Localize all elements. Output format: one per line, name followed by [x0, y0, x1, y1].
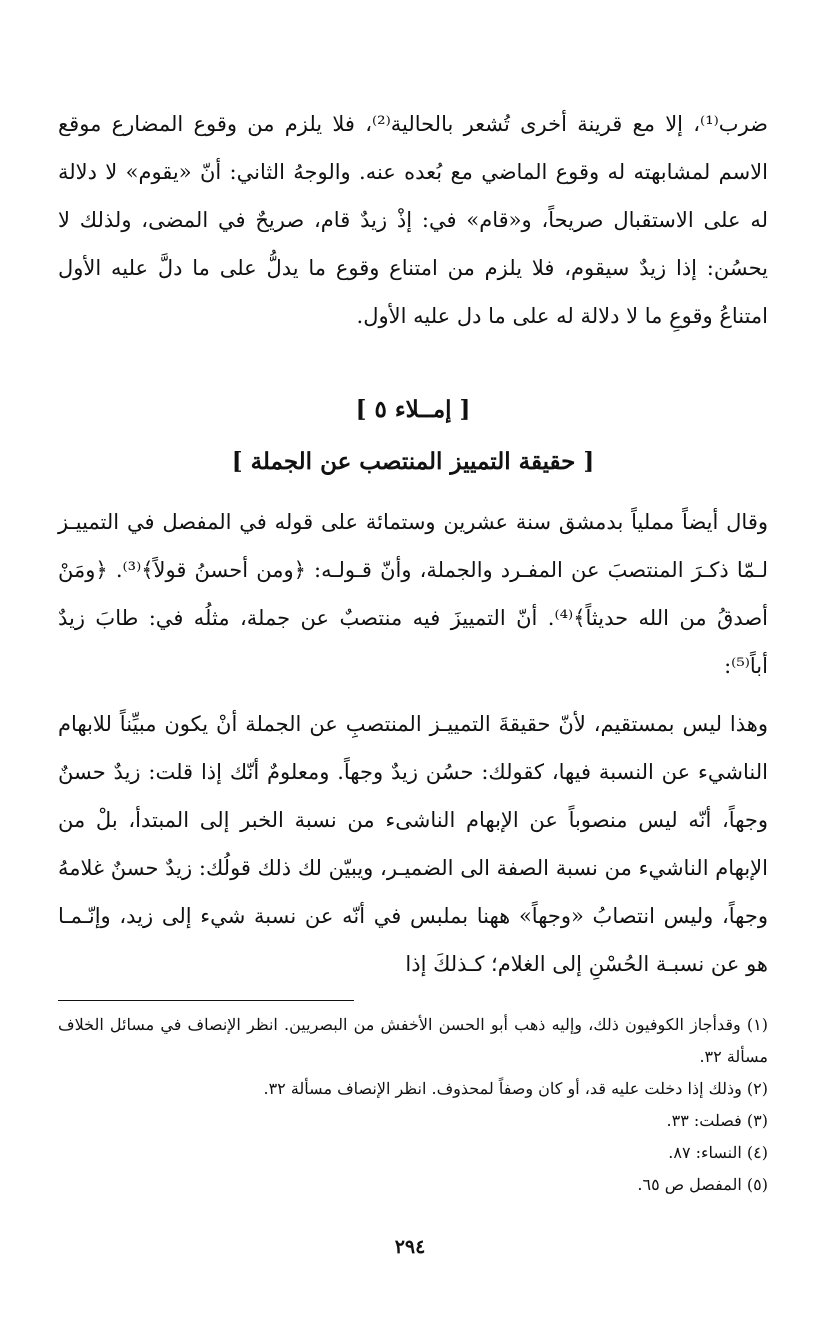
section-title: [ حقيقة التمييز المنتصب عن الجملة ] [231, 448, 595, 475]
imla-heading: [ إمــلاء ٥ ] [355, 396, 471, 423]
footnote-separator [58, 1000, 354, 1001]
paragraph-continuation: ضرب⁽¹⁾، إلا مع قرينة أخرى تُشعر بالحالية⁽²⁾، فلا يلزم من وقوع المضارع موقع الاسم لمشابهته له وقوع الماضي مع بُعده عنه. والوجهُ الثاني: أنّ «يقوم» لا دلالة له على الاستقبال صريحاً، و«قام» في: إذْ زيدٌ قام، صريحٌ في المضى، ولذلك لا يحسُن: إذا زيدٌ سيقوم، فلا يلزم من امتناع وقوع ما يدلُّ على ما دلَّ عليه الأول امتناعُ وقوعِ ما لا دلالة له على ما دل عليه الأول. [58, 112, 768, 328]
footnote-3: (٣) فصلت: ٣٣. [666, 1111, 768, 1130]
paragraph-argument: وهذا ليس بمستقيم، لأنّ حقيقةَ التمييـز المنتصبِ عن الجملة أنْ يكون مبيِّناً للابهام الناشيء عن النسبة فيها، كقولك: حسُن زيدٌ وجهاً. ومعلومٌ أنّك إذا قلت: زيدٌ حسنٌ وجهاً، أنّه ليس منصوباً عن الإبهام الناشىء من نسبة الخبر إلى المبتدأ، بلْ من الإبهام الناشيء من نسبة الصفة الى الضميـر، ويبيّن لك ذلك قولُك: زيدٌ حسنٌ غلامهُ وجهاً، وليس انتصابُ «وجهاً» ههنا بملبس في أنّه عن نسبة شيء إلى زيد، وإنّـمـا هو عن نسبـة الحُسْنِ إلى الغلام؛ كـذلكَ إذا [58, 712, 768, 976]
footnote-5: (٥) المفصل ص ٦٥. [637, 1175, 768, 1194]
footnote-1: (١) وقدأجاز الكوفيون ذلك، وإليه ذهب أبو الحسن الأخفش من البصريين. انظر الإنصاف في مسائل الخلاف مسألة ٣٢. [58, 1015, 768, 1066]
page-number: ٢٩٤ [394, 1236, 426, 1258]
footnotes-list [58, 1009, 768, 1201]
footnote-separator-wrap [58, 988, 768, 1009]
paragraph-introduction: وقال أيضاً مملياً بدمشق سنة عشرين وستمائة على قوله في المفصل في التمييـز لـمّا ذكـرَ المنتصبَ عن المفـرد والجملة، وأنّ قـولـه: ﴿ومن أحسنُ قولاً﴾⁽³⁾. ﴿ومَنْ أصدقُ من الله حديثاً﴾⁽⁴⁾. أنّ التمييزَ فيه منتصبٌ عن جملة، مثلُه في: طابَ زيدٌ أباً⁽⁵⁾: [58, 510, 769, 678]
footnote-4: (٤) النساء: ٨٧. [668, 1143, 768, 1162]
footnote-2: (٢) وذلك إذا دخلت عليه قد، أو كان وصفاً لمحذوف. انظر الإنصاف مسألة ٣٢. [263, 1079, 768, 1098]
page-body [58, 100, 768, 1201]
